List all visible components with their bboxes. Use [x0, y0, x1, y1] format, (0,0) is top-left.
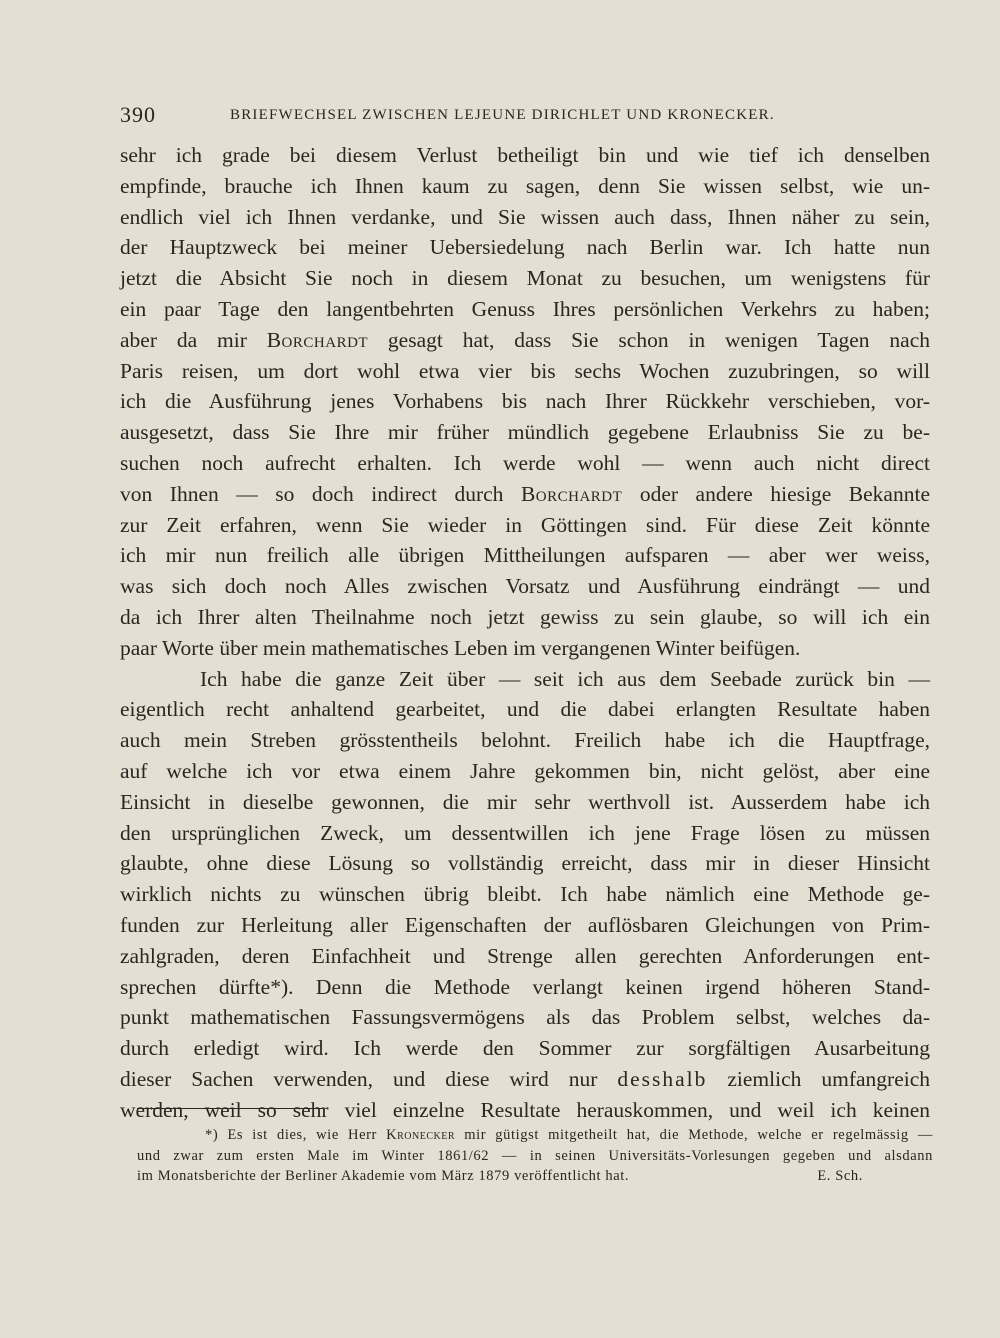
footnote-rule [137, 1108, 323, 1109]
page-number: 390 [120, 102, 156, 127]
small-caps-name: Borchardt [520, 481, 623, 506]
text-line: empfinde, brauche ich Ihnen kaum zu sagen, denn Sie wissen selbst, wie un- [120, 173, 930, 198]
text-line: Paris reisen, um dort wohl etwa vier bis sechs Wochen zuzubringen, so will [120, 358, 930, 383]
text-line [120, 479, 930, 510]
editor-signature: E. Sch. [817, 1168, 863, 1184]
text-line: sehr ich grade bei diesem Verlust betheiligt bin und wie tief ich denselben [120, 143, 930, 167]
text-line: wirklich nichts zu wünschen übrig bleibt. Ich habe nämlich eine Methode ge- [120, 882, 930, 907]
footnote-line [137, 1166, 933, 1187]
text-line: suchen noch aufrecht erhalten. Ich werde wohl — wenn auch nicht direct [120, 450, 930, 475]
text-line: zahlgraden, deren Einfachheit und Strenge allen gerechten Anforderungen ent- [120, 943, 930, 968]
text-line: zur Zeit erfahren, wenn Sie wieder in Göttingen sind. Für diese Zeit könnte [120, 512, 930, 537]
text-line: jetzt die Absicht Sie noch in diesem Monat zu besuchen, um wenigstens für [120, 266, 930, 291]
text-line: punkt mathematischen Fassungsvermögens als das Problem selbst, welches da- [120, 1005, 930, 1030]
text-line: funden zur Herleitung aller Eigenschaften der auflösbaren Gleichungen von Prim- [120, 912, 930, 937]
text-line: ein paar Tage den langentbehrten Genuss Ihres persönlichen Verkehrs zu haben; [120, 296, 930, 321]
text-line: den ursprünglichen Zweck, um dessentwillen ich jene Frage lösen zu müssen [120, 820, 930, 845]
text-line: was sich doch noch Alles zwischen Vorsatz und Ausführung eindrängt — und [120, 574, 930, 599]
text-line: paar Worte über mein mathematisches Leben im vergangenen Winter beifügen. [120, 635, 801, 660]
small-caps-name: Kronecker [386, 1127, 456, 1143]
footnote-text: im Monatsberichte der Berliner Akademie vom März 1879 veröffentlicht hat. [137, 1168, 630, 1184]
footnote-line: und zwar zum ersten Male im Winter 1861/62 — in seinen Universitäts-Vorlesungen gegeben und alsdann [137, 1147, 933, 1164]
text-run: von Ihnen — so doch indirect durch [120, 481, 521, 506]
text-line: sprechen dürfte*). Denn die Methode verlangt keinen irgend höheren Stand- [120, 974, 930, 999]
text-line: eigentlich recht anhaltend gearbeitet, und die dabei erlangten Resultate haben [120, 697, 930, 722]
text-run: gesagt hat, dass Sie schon in wenigen Tagen nach [368, 327, 930, 352]
text-line: ich mir nun freilich alle übrigen Mittheilungen aufsparen — aber wer weiss, [120, 543, 930, 568]
text-run: ziemlich umfangreich [707, 1066, 930, 1091]
footnote-line [137, 1125, 933, 1146]
text-run: dieser Sachen verwenden, und diese wird nur [120, 1066, 618, 1091]
text-line: auf welche ich vor etwa einem Jahre gekommen bin, nicht gelöst, aber eine [120, 758, 930, 783]
text-line: durch erledigt wird. Ich werde den Sommer zur sorgfältigen Ausarbeitung [120, 1036, 930, 1061]
text-line: da ich Ihrer alten Theilnahme noch jetzt gewiss zu sein glaube, so will ich ein [120, 604, 930, 629]
footnote [137, 1125, 933, 1187]
text-line: endlich viel ich Ihnen verdanke, und Sie wissen auch dass, Ihnen näher zu sein, [120, 204, 930, 229]
text-line [120, 325, 930, 356]
letter-body-text [120, 140, 930, 1126]
text-line [120, 1064, 930, 1095]
running-head [120, 102, 920, 130]
text-line: auch mein Streben grösstentheils belohnt. Freilich habe ich die Hauptfrage, [120, 728, 930, 753]
text-run: oder andere hiesige Bekannte [622, 481, 930, 506]
text-line: Einsicht in dieselbe gewonnen, die mir sehr werthvoll ist. Ausserdem habe ich [120, 789, 930, 814]
text-run: mir gütigst mitgetheilt hat, die Methode, welche er regelmässig — [455, 1127, 934, 1143]
emphasized-word: desshalb [617, 1066, 708, 1091]
text-run: *) Es ist dies, wie Herr [205, 1127, 387, 1143]
text-line: ich die Ausführung jenes Vorhabens bis nach Ihrer Rückkehr verschieben, vor- [120, 389, 930, 414]
text-line: der Hauptzweck bei meiner Uebersiedelung nach Berlin war. Ich hatte nun [120, 235, 930, 260]
text-line: ausgesetzt, dass Sie Ihre mir früher mündlich gegebene Erlaubniss Sie zu be- [120, 420, 930, 445]
text-line: Ich habe die ganze Zeit über — seit ich aus dem Seebade zurück bin — [200, 666, 930, 691]
small-caps-name: Borchardt [266, 327, 369, 352]
text-line: werden, weil so sehr viel einzelne Resultate herauskommen, und weil ich keinen [120, 1097, 930, 1122]
text-run: aber da mir [120, 327, 267, 352]
text-line: glaubte, ohne diese Lösung so vollständig erreicht, dass mir in dieser Hinsicht [120, 851, 930, 876]
header-title: BRIEFWECHSEL ZWISCHEN LEJEUNE DIRICHLET UND KRONECKER. [230, 107, 775, 123]
